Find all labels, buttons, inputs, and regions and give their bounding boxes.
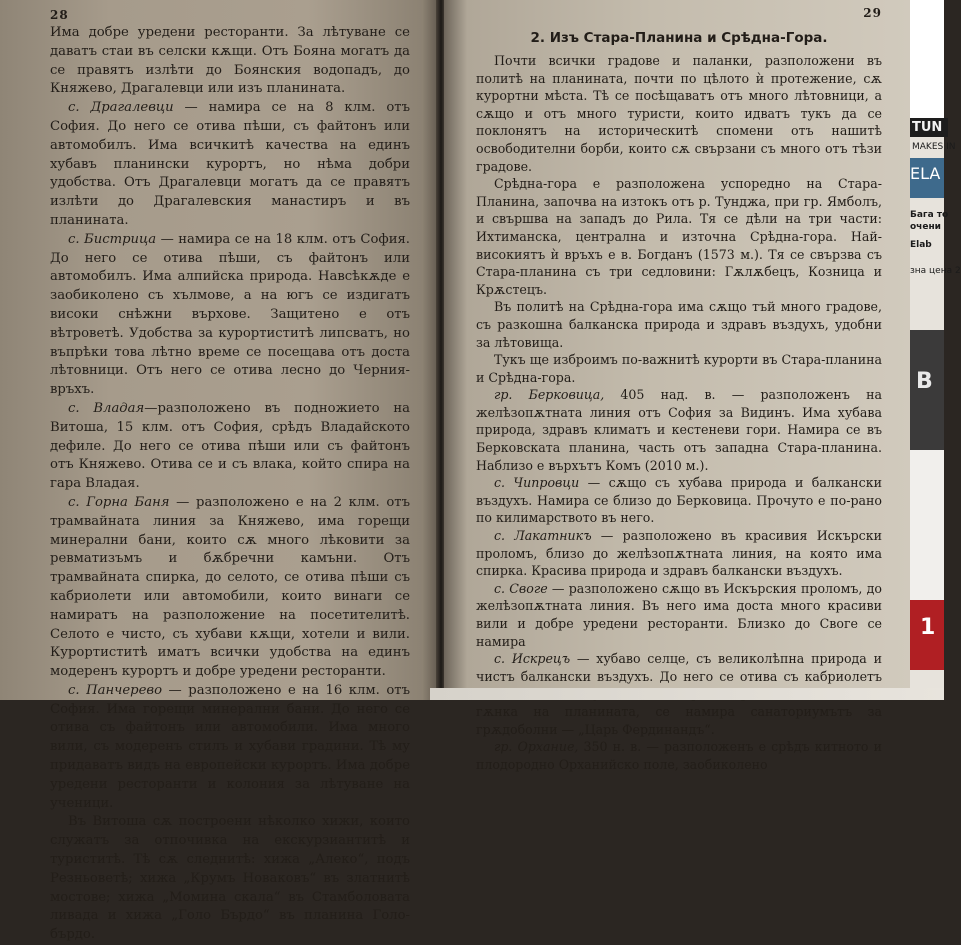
right-page-text [476, 52, 882, 773]
place-name: с. Чипровци [494, 475, 580, 491]
magazine-text: TUN [910, 118, 948, 137]
magazine-band [910, 158, 944, 198]
paragraph [50, 813, 410, 945]
background-magazines [910, 0, 961, 700]
place-name: с. Искрецъ [494, 651, 571, 667]
place-name: с. Своге [494, 580, 548, 596]
place-name: с. Драгалевци [68, 100, 174, 116]
paragraph-text: — разположено е на 2 клм. отъ трамвайната линия за Княжево, има горещи минерални бани, които сѫ много лѣковити за ревматизъмъ и бѫбречни камъни. Отъ трамвайната спирка, до селото, се отива пѣши съ кабриолети или автомобили, които винаги се намиратъ на разположение на посетителитѣ. Селото е чисто, съ хубави кѫщи, хотели и вили. Курортиститѣ иматъ всички удобства на единъ модеренъ курортъ и добре уредени ресторанти. [50, 494, 410, 680]
paragraph [476, 386, 882, 474]
magazine-text: MAKES IN [912, 142, 956, 152]
magazine-text: 1 [920, 615, 936, 640]
magazine-text: B [916, 369, 933, 394]
paragraph [476, 175, 882, 298]
paragraph-text: — хубаво селце, съ великолѣпна природа и чистъ балкански въздухъ. До него се отива съ кабриолетъ гѫнка на планината, се намира санаториумътъ за грѫдоболни — „Царь Фердинандъ“. [476, 651, 882, 737]
place-name: с. Лакатникъ [494, 528, 592, 544]
table-surface [430, 688, 944, 700]
magazine-cover-top [910, 0, 944, 120]
magazine-text: зна цена 2 [910, 266, 961, 276]
paragraph [476, 351, 882, 386]
paragraph-text: Въ Витоша сѫ построени нѣколко хижи, които служатъ за отпочивка на екскурзиантитѣ и туриститѣ. Тѣ сѫ следнитѣ: хижа „Алеко“, подъ Резньоветѣ; хижа „Крумъ Новаковъ“ въ златнитѣ мостове; хижа „Момина скала“ въ Стамболовата ливада и хижа „Голо Бърдо“ въ планина Голо-бърдо. [50, 814, 410, 943]
paragraph-text: —разположено въ подножието на Витоша, 15 клм. отъ София, срѣдъ Владайското дефиле. До него се отива пѣши или съ файтонъ отъ Княжево. Отива се и съ влака, който спира на гара Владая. [50, 400, 410, 492]
place-name: с. Бистрица [68, 231, 157, 247]
paragraph-text: — намира се на 18 клм. отъ София. До него се отива пѣши, съ файтонъ или автомобилъ. Има алпийска природа. Навсѣкѫде е заобиколено съ хълмове, а на югъ се издигатъ високи снѣжни върхове. Защитено е отъ вѣтроветѣ. Удобства за курортиститѣ липсватъ, но въпрѣки това лѣтно време се посещава отъ доста лѣтовници. Отъ него се отива лесно до Черния-връхъ. [50, 231, 411, 398]
magazine-text: очени [910, 222, 941, 232]
paragraph-text: Има добре уредени ресторанти. За лѣтуване се даватъ стаи въ селски кѫщи. Отъ Бояна могатъ да се правятъ излѣти до Боянския водопадъ, до Княжево, Драгалевци или изъ планината. [50, 25, 410, 97]
left-page-text [50, 24, 410, 945]
paragraph [50, 24, 410, 99]
paragraph [50, 494, 410, 682]
paragraph-text: — сѫщо съ хубава природа и балкански въздухъ. Намира се близо до Берковица. Прочуто е по-рано по килимарството въ него. [476, 475, 882, 526]
paragraph-text: — разположено е на 16 клм. отъ София. Има горещи минерални бани. До него се отива съ файтонъ или автомобили. Има много вили, съ модеренъ стилъ и хубави градини. Тѣ му придаватъ видъ на европейски курортъ. Има добре уредени ресторанти и колония за лѣтуване на ученици. [50, 682, 410, 811]
paragraph [50, 400, 410, 494]
paragraph [476, 474, 882, 527]
paragraph-text: — намира се на 8 клм. отъ София. До него се отива пѣши, съ файтонъ или автомобилъ. Има всичкитѣ качества на единъ хубавъ планински курортъ, но нѣма добри удобства. Отъ Драгалевци могатъ да се правятъ излѣти до Драгалевския манастиръ и въ планината. [50, 100, 410, 228]
paragraph [476, 580, 882, 650]
paragraph [50, 682, 410, 814]
paragraph-text: Почти всички градове и паланки, разположени въ политѣ на планината, почти по цѣлото ѝ протежение, сѫ курортни мѣста. Тѣ се посѣщаватъ отъ много лѣтовници, а сѫщо и отъ много туристи, които идватъ тукъ да се поклонятъ на историческитѣ спомени отъ нашитѣ освободителни борби, които сѫ свързани съ много отъ тѣзи градове. [476, 53, 882, 174]
paragraph [476, 738, 882, 773]
paragraph [50, 231, 410, 400]
magazine-white-block [910, 450, 944, 600]
magazine-text: Бага то [910, 210, 949, 220]
place-name: гр. Орхание, [494, 739, 579, 755]
paragraph [476, 527, 882, 580]
place-name: с. Владая [68, 400, 145, 416]
magazine-red-block [910, 600, 944, 670]
magazine-dark-block [910, 330, 944, 450]
page-number-left: 28 [50, 8, 69, 22]
magazine-text: Elab [910, 240, 932, 250]
paragraph-text: Въ политѣ на Срѣдна-гора има сѫщо тъй много градове, съ разкошна балканска природа и здравъ въздухъ, удобни за лѣтовища. [476, 299, 882, 350]
paragraph-text: — разположено въ красивия Искърски проломъ, близо до желѣзопѫтната линия, на която има спирка. Красива природа и здравъ балкански въздухъ. [476, 528, 883, 579]
page-number-right: 29 [863, 6, 882, 20]
paragraph-text: — разположено сѫщо въ Искърския проломъ, до желѣзопѫтната линия. Въ него има доста много красиви вили и добре уредени ресторанти. Близко до Своге се намира [476, 580, 882, 649]
magazine-text: ELA [910, 164, 941, 183]
place-name: с. Горна Баня [68, 494, 170, 510]
paragraph-text: 350 н. в. — разположенъ е срѣдъ китното и плодородно Орханийско поле, заобиколено [476, 739, 883, 772]
right-page [444, 0, 910, 772]
paragraph [50, 99, 410, 231]
paragraph-text: Срѣдна-гора е разположена успоредно на Стара-Планина, започва на изтокъ отъ р. Тунджа, при гр. Ямболъ, и свършва на западъ до Рила. Тя се дѣли на три части: Ихтиманска, централна и източна Срѣдна-гора. Най-високиятъ ѝ връхъ е в. Богданъ (1573 м.). Тя се свързва съ Стара-планина съ три седловини: Гѫлѫбецъ, Козница и Крѫстецъ. [476, 176, 882, 297]
left-page [0, 0, 440, 943]
paragraph [476, 298, 882, 351]
section-title: 2. Изъ Стара-Планина и Срѣдна-Гора. [530, 30, 828, 46]
paragraph-text: Тукъ ще изброимъ по-важнитѣ курорти въ Стара-планина и Срѣдна-гора. [476, 352, 882, 385]
place-name: с. Панчерево [68, 682, 163, 698]
paragraph-text: 405 над. в. — разположенъ на желѣзопѫтната линия отъ София за Видинъ. Има хубава природа, здравъ климатъ и кестеневи гори. Намира се въ Берковската планина, часть отъ западна Стара-планина. Наблизо е върхътъ Комъ (2010 м.). [476, 387, 882, 473]
place-name: гр. Берковица, [494, 387, 605, 403]
paragraph [476, 52, 882, 175]
